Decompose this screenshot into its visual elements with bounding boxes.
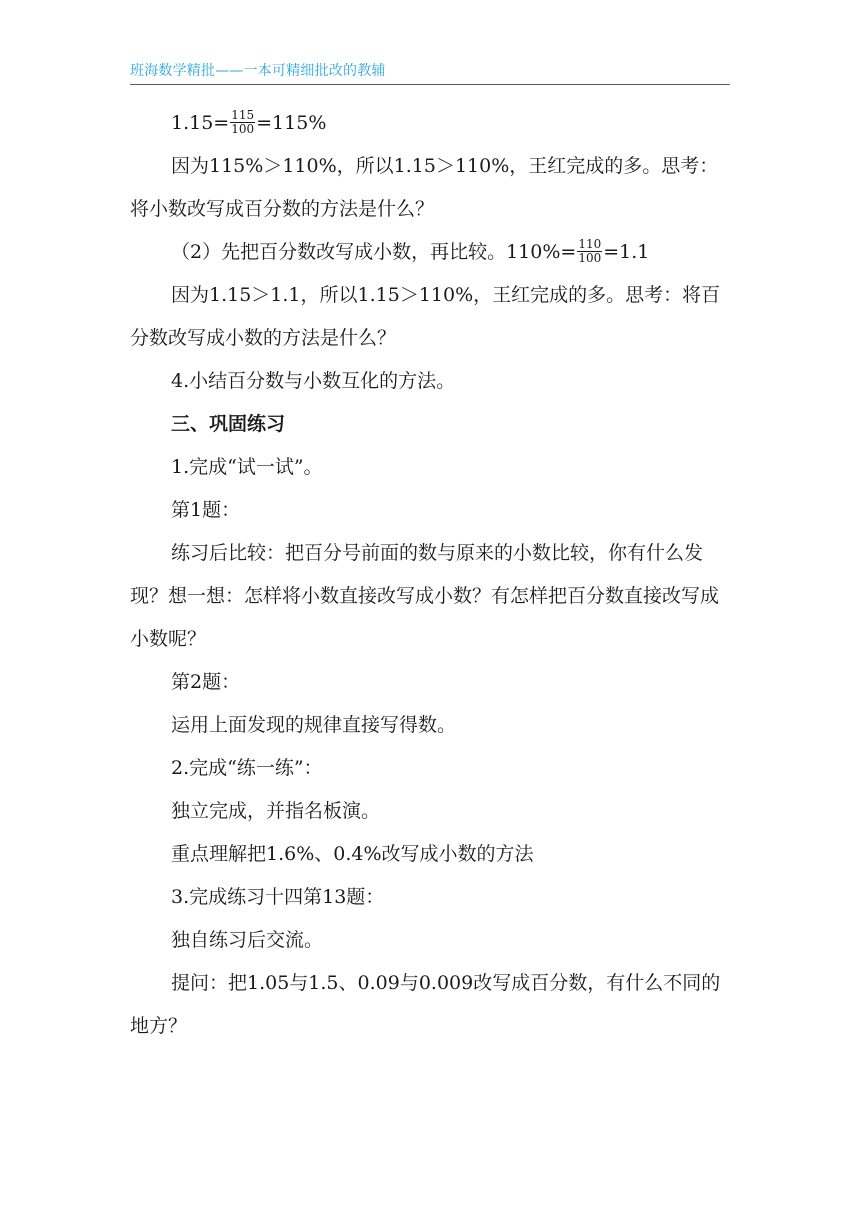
equation-suffix: =115% bbox=[256, 112, 327, 134]
document-body bbox=[130, 102, 730, 1048]
text-line: 运用上面发现的规律直接写得数。 bbox=[171, 714, 457, 736]
section-heading: 三、巩固练习 bbox=[171, 413, 286, 435]
text-line: 第2题： bbox=[171, 671, 241, 693]
fraction-numerator: 115 bbox=[231, 107, 255, 122]
equation-prefix: 1.15= bbox=[171, 112, 230, 134]
fraction bbox=[230, 109, 255, 136]
equation-prefix: （2）先把百分数改写成小数，再比较。110%= bbox=[171, 241, 577, 263]
paragraph: 因为115%＞110%，所以1.15＞110%，王红完成的多。思考：将小数改写成百分数的方法是什么？ bbox=[130, 155, 719, 220]
fraction-denominator: 100 bbox=[231, 121, 255, 136]
text-line: 2.完成“练一练”： bbox=[171, 757, 323, 779]
text-line: 独立完成，并指名板演。 bbox=[171, 800, 381, 822]
text-line: 1.完成“试一试”。 bbox=[171, 456, 323, 478]
text-line: 独自练习后交流。 bbox=[171, 929, 324, 951]
equation-line bbox=[130, 231, 730, 274]
paragraph: 因为1.15＞1.1，所以1.15＞110%，王红完成的多。思考：将百分数改写成小数的方法是什么？ bbox=[130, 284, 721, 349]
fraction bbox=[577, 238, 602, 265]
equation-line bbox=[130, 102, 730, 145]
fraction-denominator: 100 bbox=[578, 250, 602, 265]
equation-suffix: =1.1 bbox=[603, 241, 650, 263]
text-line: 重点理解把1.6%、0.4%改写成小数的方法 bbox=[171, 843, 534, 865]
fraction-numerator: 110 bbox=[578, 236, 602, 251]
text-line: 第1题： bbox=[171, 499, 241, 521]
text-line: 3.完成练习十四第13题： bbox=[171, 886, 385, 908]
text-line: 4.小结百分数与小数互化的方法。 bbox=[171, 370, 456, 392]
paragraph: 练习后比较：把百分号前面的数与原来的小数比较，你有什么发现？想一想：怎样将小数直接改写成小数？有怎样把百分数直接改写成小数呢？ bbox=[130, 542, 720, 650]
header-divider bbox=[130, 84, 730, 85]
header-title: 班海数学精批——一本可精细批改的教辅 bbox=[130, 63, 386, 79]
paragraph: 提问：把1.05与1.5、0.09与0.009改写成百分数，有什么不同的地方？ bbox=[130, 972, 721, 1037]
